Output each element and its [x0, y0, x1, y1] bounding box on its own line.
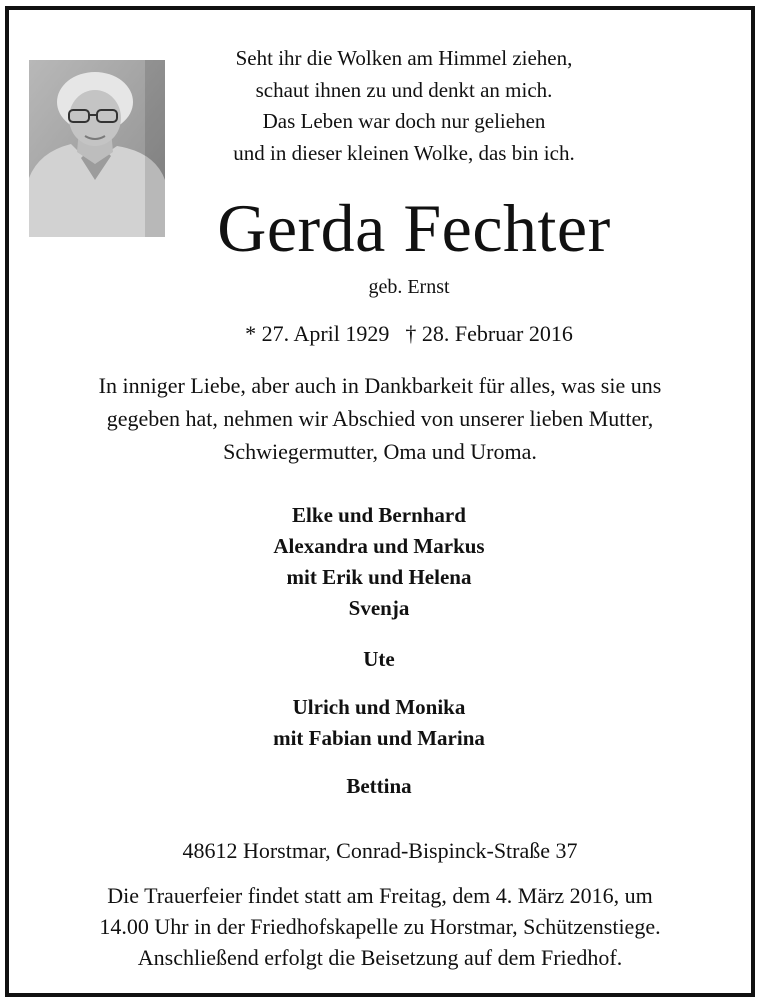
family-member: Elke und Bernhard — [292, 503, 466, 527]
family-group — [109, 692, 649, 754]
message-line: gegeben hat, nehmen wir Abschied von unserer lieben Mutter, — [106, 406, 654, 431]
poem-line: schaut ihnen zu und denkt an mich. — [255, 77, 553, 102]
address: 48612 Horstmar, Conrad-Bispinck-Straße 37 — [182, 838, 578, 863]
message-line: Schwiegermutter, Oma und Uroma. — [223, 439, 537, 464]
funeral-info — [19, 880, 741, 973]
family-group — [109, 644, 649, 675]
life-dates — [109, 319, 709, 349]
farewell-message — [19, 369, 741, 468]
poem-line: Das Leben war doch nur geliehen — [262, 109, 546, 133]
deceased-name: Gerda Fechter — [217, 190, 611, 266]
family-member: Alexandra und Markus — [273, 534, 485, 558]
funeral-line: 14.00 Uhr in der Friedhofskapelle zu Horstmar, Schützenstiege. — [99, 914, 661, 939]
birth-name: geb. Ernst — [368, 276, 450, 298]
obituary-notice — [5, 6, 755, 997]
family-member: Ute — [363, 647, 395, 671]
family-member: mit Fabian und Marina — [273, 726, 485, 750]
family-member: Ulrich und Monika — [292, 695, 466, 719]
poem — [179, 43, 629, 169]
funeral-line: Die Trauerfeier findet statt am Freitag, dem 4. März 2016, um — [107, 883, 653, 908]
death-date: † 28. Februar 2016 — [405, 321, 573, 346]
poem-line: Seht ihr die Wolken am Himmel ziehen, — [235, 46, 573, 70]
family-member: mit Erik und Helena — [286, 565, 472, 589]
family-group — [109, 771, 649, 802]
family-member: Svenja — [348, 596, 410, 620]
funeral-line: Anschließend erfolgt die Beisetzung auf dem Friedhof. — [137, 945, 623, 970]
family-group — [109, 500, 649, 624]
family-member: Bettina — [346, 774, 412, 798]
birth-date: * 27. April 1929 — [245, 321, 390, 346]
message-line: In inniger Liebe, aber auch in Dankbarkeit für alles, was sie uns — [98, 373, 662, 398]
portrait-photo — [29, 60, 165, 237]
poem-line: und in dieser kleinen Wolke, das bin ich. — [233, 140, 575, 165]
